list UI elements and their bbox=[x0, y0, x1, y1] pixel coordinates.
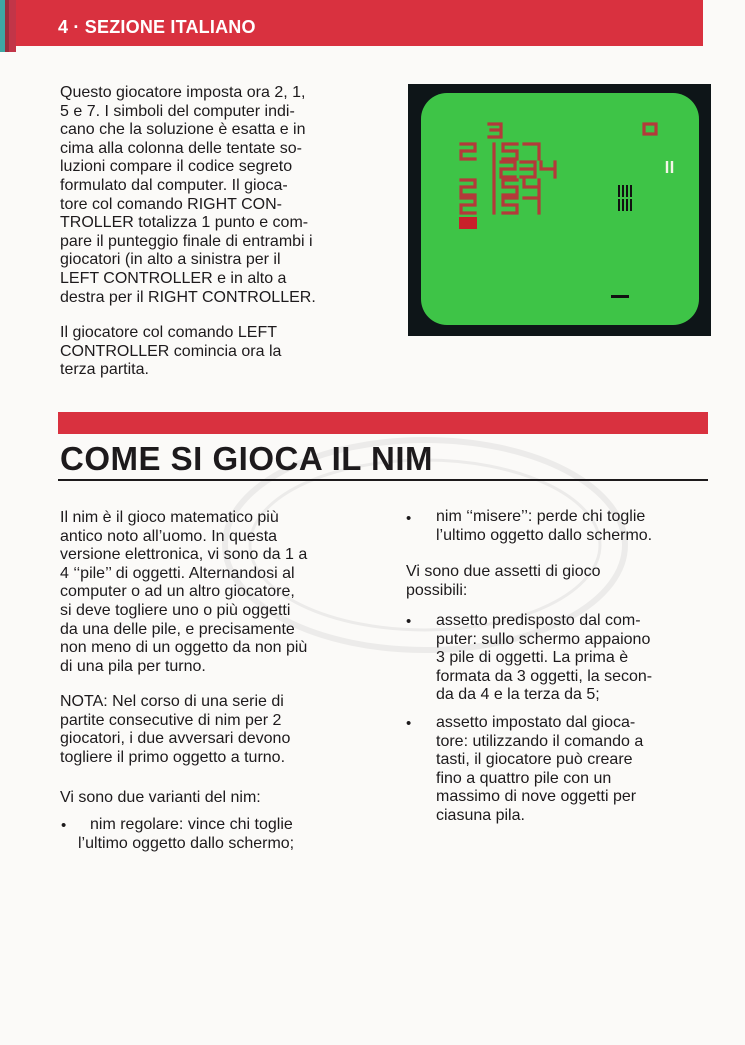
note-paragraph bbox=[60, 693, 360, 767]
variants-heading: Vi sono due varianti del nim: bbox=[60, 789, 261, 806]
text-line: l’ultimo oggetto dallo schermo; bbox=[78, 834, 295, 852]
text-line: Il nim è il gioco matematico più bbox=[60, 509, 279, 526]
bullet-regular-nim bbox=[78, 816, 365, 853]
text-line: da una delle pile, e precisamente bbox=[60, 620, 295, 638]
row2-digit bbox=[501, 162, 515, 177]
intro-line: tore col comando RIGHT CON- bbox=[60, 195, 282, 213]
text-line: assetto impostato dal gioca- bbox=[436, 714, 636, 731]
intro-line: LEFT CONTROLLER e in alto a bbox=[60, 269, 287, 287]
intro-line: pare il punteggio finale di entrambi i bbox=[60, 232, 313, 250]
followup-line: Il giocatore col comando LEFT bbox=[60, 324, 277, 341]
row3-digit bbox=[503, 180, 517, 195]
text-line: l’ultimo oggetto dallo schermo. bbox=[436, 526, 653, 544]
text-line: antico noto all’uomo. In questa bbox=[60, 527, 278, 545]
title-underline bbox=[58, 479, 708, 481]
intro-line: luzioni compare il codice segreto bbox=[60, 158, 293, 176]
object-pile bbox=[619, 199, 631, 211]
score-left-glyph bbox=[489, 124, 501, 137]
text-line: computer o ad un altro giocatore, bbox=[60, 583, 295, 601]
text-line: formata da 3 oggetti, la secon- bbox=[436, 667, 653, 685]
text-line: puter: sullo schermo appaiono bbox=[436, 630, 651, 648]
row3-digit bbox=[461, 180, 475, 195]
bullet-mark: • bbox=[61, 817, 67, 834]
page-header-label: 4 · SEZIONE ITALIANO bbox=[58, 17, 256, 37]
text-line: massimo di nove oggetti per bbox=[436, 788, 637, 806]
text-line: di una pila per turno. bbox=[60, 657, 206, 675]
bullet-mark: • bbox=[406, 510, 412, 527]
underscore-cursor bbox=[611, 295, 629, 298]
text-line: non meno di un oggetto da non più bbox=[60, 639, 308, 657]
row2-digit bbox=[521, 162, 535, 177]
followup-paragraph bbox=[60, 324, 360, 380]
text-line: assetto predisposto dal com- bbox=[436, 612, 641, 629]
text-line: 4 ‘‘pile’’ di oggetti. Alternandosi al bbox=[60, 564, 295, 582]
nim-intro-paragraph bbox=[60, 509, 360, 676]
row1-digit bbox=[503, 144, 517, 159]
bullet-player-setup bbox=[436, 714, 716, 826]
section-title: COME SI GIOCA IL NIM bbox=[60, 440, 434, 477]
intro-line: TROLLER totalizza 1 punto e com- bbox=[60, 214, 309, 232]
text-line: si deve togliere uno o più oggetti bbox=[60, 601, 291, 619]
side-digit bbox=[667, 161, 672, 173]
bullet-mark: • bbox=[406, 613, 412, 630]
game-screen-display bbox=[421, 93, 699, 325]
text-line: da da 4 e la terza da 5; bbox=[436, 686, 600, 704]
row4-digit bbox=[524, 198, 539, 213]
intro-paragraph bbox=[60, 84, 380, 307]
text-line: versione elettronica, vi sono da 1 a bbox=[60, 546, 308, 564]
object-pile bbox=[619, 185, 631, 197]
intro-line: destra per il RIGHT CONTROLLER. bbox=[60, 288, 316, 306]
score-right-glyph bbox=[644, 124, 656, 134]
page-edge bbox=[0, 0, 16, 52]
text-line: nim regolare: vince chi toglie bbox=[90, 816, 293, 833]
intro-line: 5 e 7. I simboli del computer indi- bbox=[60, 102, 295, 120]
text-line: NOTA: Nel corso di una serie di bbox=[60, 693, 284, 710]
text-line: tore: utilizzando il comando a bbox=[436, 732, 644, 750]
text-line: partite consecutive di nim per 2 bbox=[60, 711, 282, 729]
text-line: togliere il primo oggetto a turno. bbox=[60, 748, 286, 766]
intro-line: cima alla colonna delle tentate so- bbox=[60, 139, 302, 157]
bullet-misere-nim bbox=[436, 508, 716, 545]
row4-digit bbox=[461, 198, 475, 213]
text-line: nim ‘‘misere’’: perde chi toglie bbox=[436, 508, 646, 525]
text-line: tasti, il giocatore può creare bbox=[436, 751, 633, 769]
intro-line: Questo giocatore imposta ora 2, 1, bbox=[60, 84, 306, 101]
text-line: Vi sono due assetti di gioco bbox=[406, 563, 601, 580]
row4-digit bbox=[503, 198, 517, 213]
intro-line: cano che la soluzione è esatta e in bbox=[60, 121, 306, 139]
row2-digit bbox=[541, 162, 555, 177]
followup-line: terza partita. bbox=[60, 361, 149, 379]
setups-heading bbox=[406, 563, 706, 600]
followup-line: CONTROLLER comincia ora la bbox=[60, 342, 282, 360]
intro-line: giocatori (in alto a sinistra per il bbox=[60, 251, 281, 269]
game-screen-photo bbox=[408, 84, 711, 336]
text-line: ciasuna pila. bbox=[436, 806, 525, 824]
row3-digit bbox=[524, 180, 539, 195]
tv-screen bbox=[421, 93, 699, 325]
text-line: giocatori, i due avversari devono bbox=[60, 730, 291, 748]
section-band bbox=[58, 412, 708, 434]
row1-digit bbox=[461, 144, 475, 159]
bullet-computer-setup bbox=[436, 612, 716, 705]
row1-digit bbox=[524, 144, 539, 159]
bullet-mark: • bbox=[406, 715, 412, 732]
text-line: possibili: bbox=[406, 581, 468, 599]
intro-line: formulato dal computer. Il gioca- bbox=[60, 176, 288, 194]
text-line: fino a quattro pile con un bbox=[436, 769, 612, 787]
cursor-block bbox=[459, 217, 477, 229]
text-line: 3 pile di oggetti. La prima è bbox=[436, 649, 629, 667]
